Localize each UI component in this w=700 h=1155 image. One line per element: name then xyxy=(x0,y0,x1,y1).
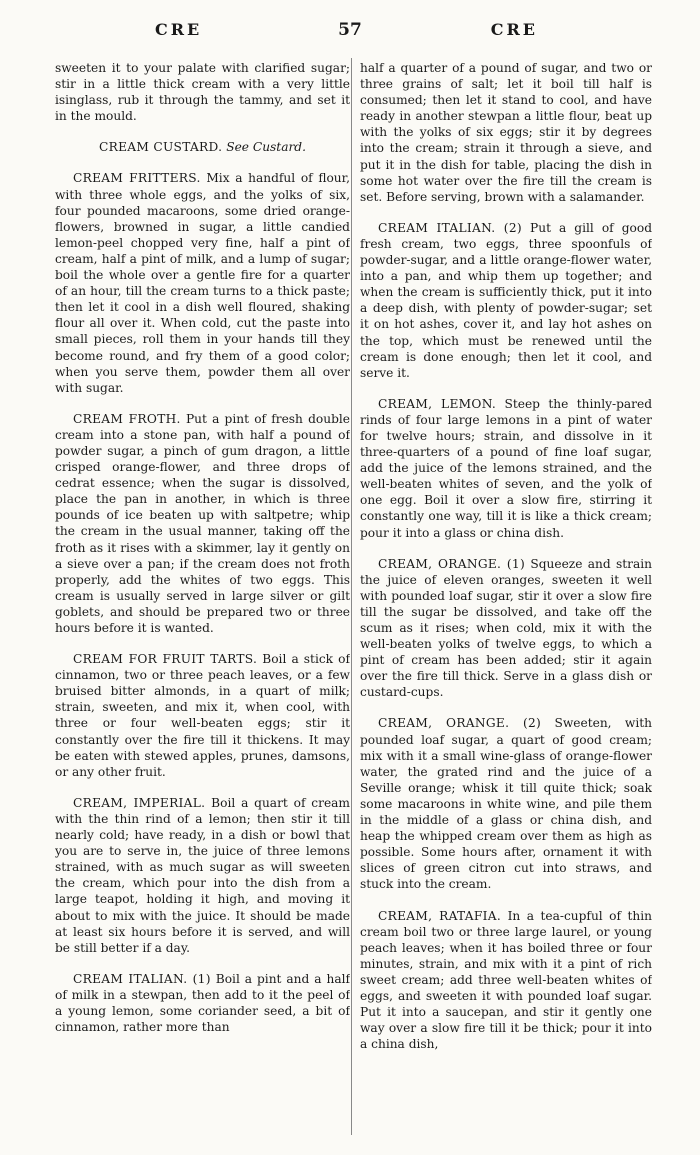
running-header xyxy=(0,20,700,50)
entry-cream-imperial: CREAM, IMPERIAL. Boil a quart of cream with the thin rind of a lemon; then stir it till nearly cold; have ready, in a dish or bowl that you are to serve in, the juice of three lemons strained, with as much sugar as will sweeten the cream, which pour into the dish from a large teapot, holding it high, and moving it about to mix with the juice. It should be made at least six hours before it is served, and will be still better if a day. xyxy=(55,795,350,955)
entry-continuation: half a quarter of a pound of sugar, and two or three grains of salt; let it boil till half is consumed; then let it stand to cool, and have ready in another stewpan a little flour, beat up with the yolks of six eggs; stir it by degrees into the cream; strain it through a sieve, and put it in the dish for table, placing the dish in some hot water over the fire till the cream is set. Before serving, brown with a salamander. xyxy=(360,61,652,204)
entry-cream-lemon: CREAM, LEMON. Steep the thinly-pared rinds of four large lemons in a pint of water for twelve hours; strain, and dissolve in it three-quarters of a pound of fine loaf sugar, add the juice of the lemons strained, and the well-beaten whites of seven, and the yolk of one egg. Boil it over a slow fire, stirring it constantly one way, till it is like a thick cream; pour it into a glass or china dish. xyxy=(360,396,652,540)
header-right: CRE xyxy=(490,20,538,39)
entry-continuation: sweeten it to your palate with clarified sugar; stir in a little thick cream with a very little isinglass, rub it through the tammy, and set it in the mould. xyxy=(55,61,350,124)
entry-cream-custard: CREAM CUSTARD. See Custard. xyxy=(99,140,306,155)
right-column xyxy=(360,60,652,1143)
entry-cream-fruit-tarts: CREAM FOR FRUIT TARTS. Boil a stick of cinnamon, two or three peach leaves, or a few bruised bitter almonds, in a quart of milk; strain, sweeten, and mix it, when cool, with three or four well-beaten eggs; stir it constantly over the fire till it thickens. It may be eaten with stewed apples, prunes, damsons, or any other fruit. xyxy=(55,652,350,779)
entry-cream-italian-1: CREAM ITALIAN. (1) Boil a pint and a half of milk in a stewpan, then add to it the peel of a young lemon, some coriander seed, a bit of cinnamon, rather more than xyxy=(55,971,350,1035)
header-left: CRE xyxy=(155,20,203,39)
entry-cream-orange-1: CREAM, ORANGE. (1) Squeeze and strain the juice of eleven oranges, sweeten it well with pounded loaf sugar, stir it over a slow fire till the sugar be dissolved, and take off the scum as it rises; when cold, mix it with the well-beaten yolks of twelve eggs, to which a pint of cream has been added; stir it again over the fire till thick. Serve in a glass dish or custard-cups. xyxy=(360,556,652,700)
page-number: 57 xyxy=(338,20,362,40)
entry-cream-italian-2: CREAM ITALIAN. (2) Put a gill of good fresh cream, two eggs, three spoonfuls of powder-sugar, and a little orange-flower water, into a pan, and whip them up together; and when the cream is sufficiently thick, put it into a deep dish, with plenty of powder-sugar; set it on hot ashes, cover it, and lay hot ashes on the top, which must be renewed until the cream is done enough; then let it cool, and serve it. xyxy=(360,220,652,380)
entry-cream-orange-2: CREAM, ORANGE. (2) Sweeten, with pounded loaf sugar, a quart of good cream; mix with it a small wine-glass of orange-flower water, the grated rind and the juice of a Seville orange; whisk it till quite thick; soak some macaroons in white wine, and pile them in the middle of a glass or china dish, and heap the whipped cream over them as high as possible. Some hours after, ornament it with slices of green citron cut into straws, and stuck into the cream. xyxy=(360,716,652,892)
entry-cream-fritters: CREAM FRITTERS. Mix a handful of flour, with three whole eggs, and the yolks of six, four pounded macaroons, some dried orange-flowers, browned in sugar, a little candied lemon-peel chopped very fine, half a pint of cream, half a pint of milk, and a lump of sugar; boil the whole over a gentle fire for a quarter of an hour, till the cream turns to a thick paste; then let it cool in a dish well floured, shaking flour all over it. When cold, cut the paste into small pieces, roll them in your hands till they become round, and fry them of a good color; when you serve them, powder them all over with sugar. xyxy=(55,171,350,395)
entry-cream-ratafia: CREAM, RATAFIA. In a tea-cupful of thin cream boil two or three large laurel, or young peach leaves; when it has boiled three or four minutes, strain, and mix with it a pint of rich sweet cream; add three well-beaten whites of eggs, and sweeten it with pounded loaf sugar. Put it into a saucepan, and stir it gently one way over a slow fire till it be thick; pour it into a china dish, xyxy=(360,908,652,1052)
column-divider xyxy=(351,58,352,1135)
left-column xyxy=(55,60,350,1143)
entry-cream-froth: CREAM FROTH. Put a pint of fresh double cream into a stone pan, with half a pound of powder sugar, a pinch of gum dragon, a little crisped orange-flower, and three drops of cedrat essence; when the sugar is dissolved, place the pan in another, in which is three pounds of ice beaten up with saltpetre; whip the cream in the usual manner, taking off the froth as it rises with a skimmer, lay it gently on a sieve over a pan; if the cream does not froth properly, add the whites of two eggs. This cream is usually served in large silver or gilt goblets, and should be prepared two or three hours before it is wanted. xyxy=(55,411,350,635)
